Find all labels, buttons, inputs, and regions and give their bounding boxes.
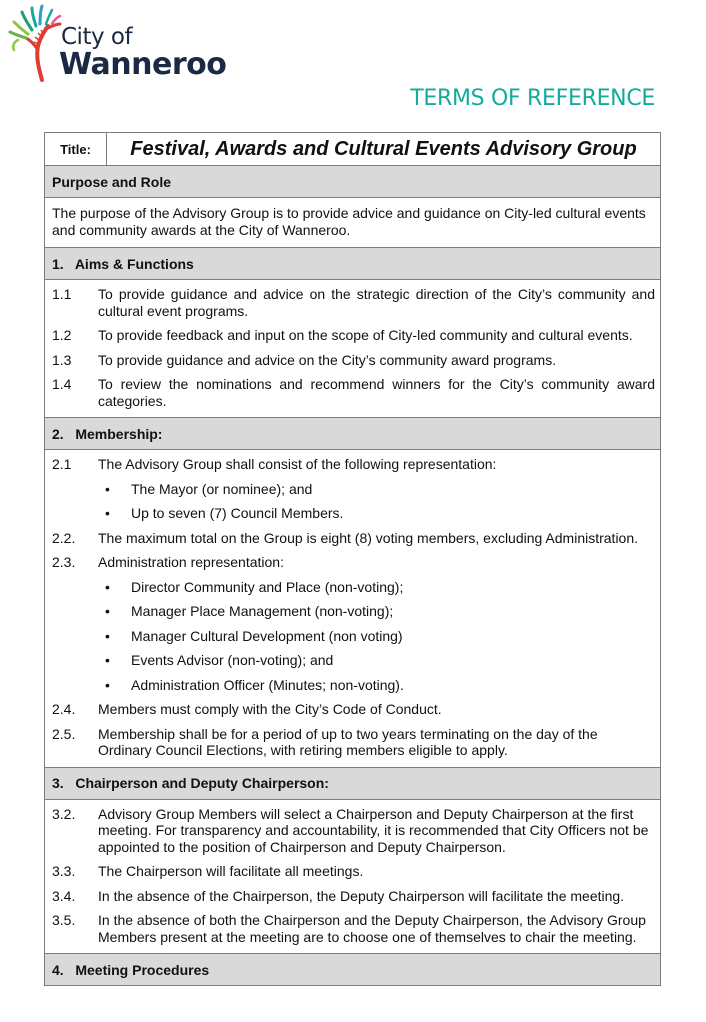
clause-number: 1.4 xyxy=(52,376,72,392)
bullet-item xyxy=(52,628,655,645)
bullet-text: Director Community and Place (non-voting); xyxy=(131,578,404,595)
clause-number: 3.2. xyxy=(52,805,76,822)
clause-1-2 xyxy=(52,327,655,344)
bullet-item xyxy=(52,579,655,596)
clause-number: 2.4. xyxy=(52,701,76,717)
bullet-text: Events Advisor (non-voting); and xyxy=(131,652,334,668)
bullet-text: Up to seven (7) Council Members. xyxy=(131,505,344,521)
clause-1-3 xyxy=(52,352,655,369)
bullet-item xyxy=(52,603,655,620)
logo-wanneroo-text: Wanneroo xyxy=(59,47,227,82)
clause-number: 2.1 xyxy=(52,456,72,472)
bullet-icon: • xyxy=(105,652,110,668)
clause-number: 1.1 xyxy=(52,286,72,302)
document-type-heading: TERMS OF REFERENCE xyxy=(410,86,655,111)
bullet-item xyxy=(52,505,655,522)
city-of-wanneroo-logo xyxy=(8,4,228,82)
clause-3-5 xyxy=(52,912,655,945)
section-1-heading: 1. Aims & Functions xyxy=(45,247,660,279)
clause-text: The Chairperson will facilitate all meetings. xyxy=(98,863,364,879)
title-row xyxy=(45,133,660,165)
clause-text: To provide feedback and input on the scope of City-led community and cultural events. xyxy=(98,327,633,343)
bullet-text: Manager Cultural Development (non voting) xyxy=(131,627,403,644)
bullet-item xyxy=(52,652,655,669)
document-title: Festival, Awards and Cultural Events Advisory Group xyxy=(130,137,637,160)
clause-3-2 xyxy=(52,806,655,856)
bullet-item xyxy=(52,677,655,694)
bullet-item xyxy=(52,481,655,498)
bullet-icon: • xyxy=(105,676,110,693)
clause-text: In the absence of the Chairperson, the Deputy Chairperson will facilitate the meeting. xyxy=(98,887,625,904)
clause-number: 2.5. xyxy=(52,725,76,742)
section-3-heading: 3. Chairperson and Deputy Chairperson: xyxy=(45,767,660,799)
clause-text: Advisory Group Members will select a Chairperson and Deputy Chairperson at the first meeting. For transparency and accountability, it is recommended that City Officers not be appointed to the position of Chairperson and Deputy Chairperson. xyxy=(98,805,649,855)
section-4-heading: 4. Meeting Procedures xyxy=(45,953,660,985)
terms-of-reference-table xyxy=(44,132,661,986)
clause-2-3 xyxy=(52,554,655,571)
clause-1-1 xyxy=(52,286,655,319)
section-2-heading: 2. Membership: xyxy=(45,417,660,449)
clause-3-4 xyxy=(52,888,655,905)
title-label: Title: xyxy=(45,133,107,165)
clause-text: To provide guidance and advice on the City’s community award programs. xyxy=(98,351,557,368)
clause-number: 3.5. xyxy=(52,912,76,928)
clause-3-3 xyxy=(52,863,655,880)
purpose-text: The purpose of the Advisory Group is to provide advice and guidance on City-led cultural events and community awards at the City of Wanneroo. xyxy=(45,197,660,247)
bullet-icon: • xyxy=(105,480,110,497)
clause-text: Members must comply with the City’s Code of Conduct. xyxy=(98,701,442,717)
clause-number: 3.3. xyxy=(52,863,76,879)
clause-2-1 xyxy=(52,456,655,473)
bullet-icon: • xyxy=(105,627,110,644)
clause-2-4 xyxy=(52,701,655,718)
clause-2-2 xyxy=(52,530,655,547)
clause-1-4 xyxy=(52,376,655,409)
clause-number: 3.4. xyxy=(52,887,76,904)
bullet-icon: • xyxy=(105,603,110,619)
section-3-body xyxy=(45,799,660,954)
section-2-body xyxy=(45,449,660,767)
bullet-text: Manager Place Management (non-voting); xyxy=(131,603,394,619)
clause-text: To review the nominations and recommend winners for the City’s community award categories. xyxy=(98,376,655,409)
clause-number: 1.2 xyxy=(52,327,72,343)
purpose-heading: Purpose and Role xyxy=(45,165,660,197)
clause-number: 1.3 xyxy=(52,351,72,368)
clause-number: 2.2. xyxy=(52,529,76,546)
clause-text: The maximum total on the Group is eight (8) voting members, excluding Administration. xyxy=(98,529,639,546)
bullet-text: The Mayor (or nominee); and xyxy=(131,480,313,497)
clause-2-5 xyxy=(52,726,655,759)
clause-number: 2.3. xyxy=(52,554,76,570)
section-1-body xyxy=(45,279,660,417)
bullet-icon: • xyxy=(105,505,110,521)
bullet-text: Administration Officer (Minutes; non-voting). xyxy=(131,676,404,693)
clause-text: Administration representation: xyxy=(98,554,284,570)
clause-text: To provide guidance and advice on the strategic direction of the City’s community and cultural event programs. xyxy=(98,286,655,319)
clause-text: The Advisory Group shall consist of the following representation: xyxy=(98,456,497,472)
bullet-icon: • xyxy=(105,578,110,595)
clause-text: Membership shall be for a period of up to two years terminating on the day of the Ordinary Council Elections, with retiring members eligible to apply. xyxy=(98,725,598,758)
logo-city-text: City of xyxy=(61,24,133,50)
clause-text: In the absence of both the Chairperson and the Deputy Chairperson, the Advisory Group Members present at the meeting are to choose one of themselves to chair the meeting. xyxy=(98,912,646,945)
